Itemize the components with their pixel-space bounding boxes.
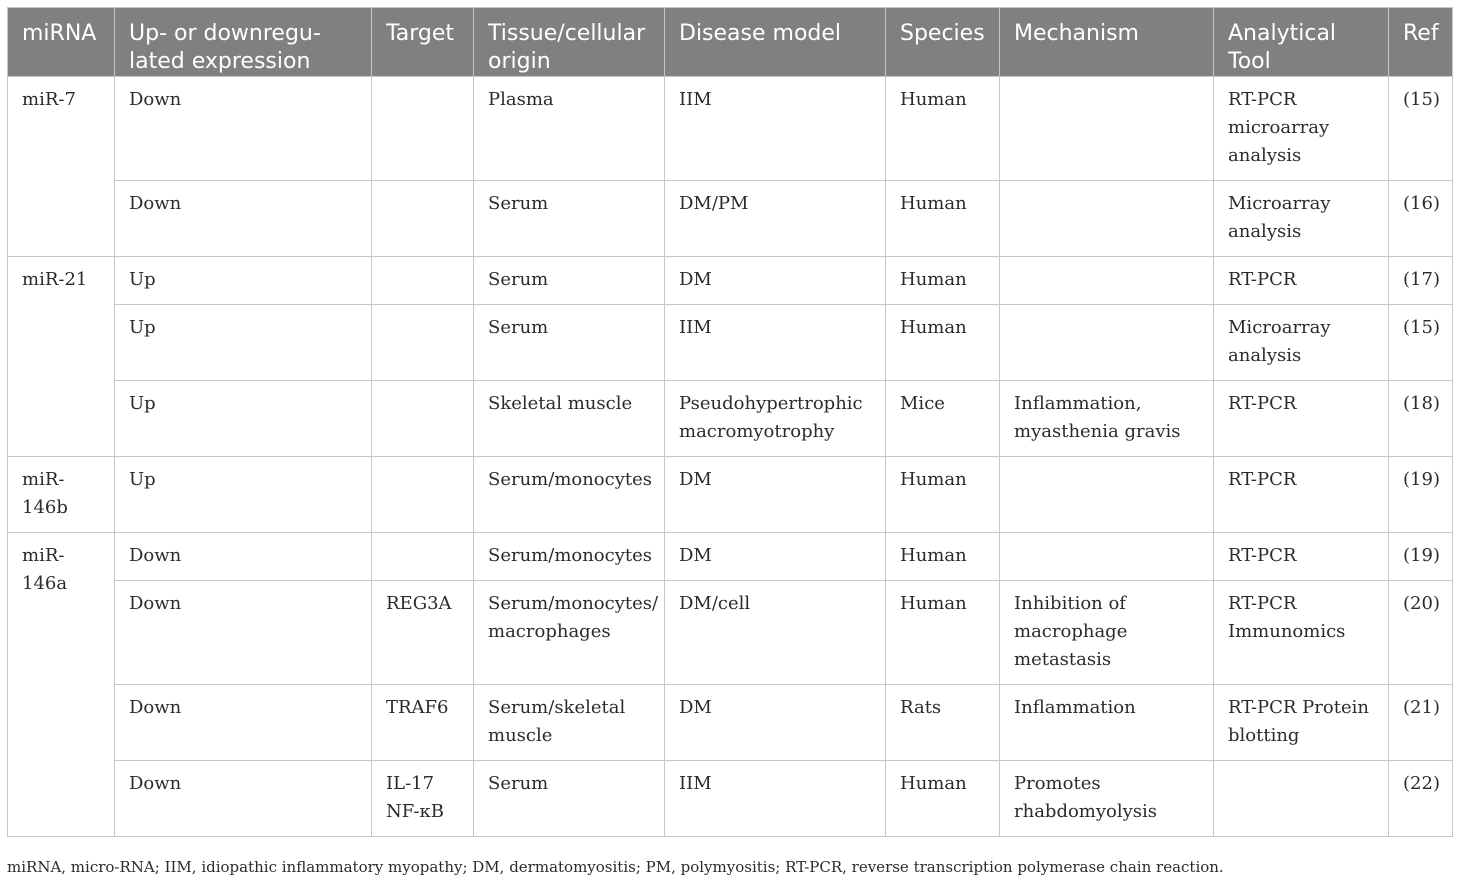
cell-mechanism [1000, 181, 1214, 257]
table-row [8, 257, 1453, 305]
cell-tissue: Serum [474, 761, 665, 837]
cell-tool: RT-PCR [1214, 381, 1389, 457]
cell-species: Human [886, 761, 1000, 837]
cell-ref: (20) [1389, 581, 1453, 685]
cell-disease: DM [665, 457, 886, 533]
table-row [8, 77, 1453, 181]
cell-expression: Down [115, 761, 372, 837]
cell-tissue: Serum/skeletal muscle [474, 685, 665, 761]
cell-disease: IIM [665, 761, 886, 837]
cell-target [372, 305, 474, 381]
reference-link[interactable]: 21 [1410, 697, 1433, 718]
table-row [8, 181, 1453, 257]
cell-tissue: Skeletal muscle [474, 381, 665, 457]
cell-mechanism [1000, 77, 1214, 181]
cell-mirna: miR-146a [8, 533, 115, 837]
cell-species: Human [886, 181, 1000, 257]
cell-ref: (17) [1389, 257, 1453, 305]
cell-ref: (16) [1389, 181, 1453, 257]
cell-expression: Down [115, 533, 372, 581]
cell-species: Human [886, 457, 1000, 533]
cell-ref: (15) [1389, 77, 1453, 181]
cell-tool: RT-PCR Immunomics [1214, 581, 1389, 685]
cell-disease: DM/PM [665, 181, 886, 257]
cell-disease: DM [665, 685, 886, 761]
cell-expression: Down [115, 77, 372, 181]
cell-ref: (19) [1389, 533, 1453, 581]
cell-target: REG3A [372, 581, 474, 685]
reference-link[interactable]: 17 [1410, 269, 1433, 290]
reference-link[interactable]: 16 [1410, 193, 1433, 214]
cell-target [372, 181, 474, 257]
table-row [8, 533, 1453, 581]
cell-tissue: Serum/monocytes [474, 533, 665, 581]
cell-target: IL-17 NF-κB [372, 761, 474, 837]
header-tool: Analytical Tool [1214, 8, 1389, 77]
table-row [8, 305, 1453, 381]
cell-species: Human [886, 77, 1000, 181]
cell-mechanism [1000, 305, 1214, 381]
cell-tissue: Plasma [474, 77, 665, 181]
cell-ref: (21) [1389, 685, 1453, 761]
cell-disease: IIM [665, 305, 886, 381]
cell-tissue: Serum/monocytes [474, 457, 665, 533]
cell-tissue: Serum [474, 181, 665, 257]
cell-expression: Down [115, 581, 372, 685]
cell-mechanism: Promotes rhabdomyolysis [1000, 761, 1214, 837]
cell-mechanism [1000, 257, 1214, 305]
cell-target [372, 77, 474, 181]
header-mirna: miRNA [8, 8, 115, 77]
reference-link[interactable]: 15 [1410, 317, 1433, 338]
table-row [8, 685, 1453, 761]
header-disease: Disease model [665, 8, 886, 77]
cell-ref: (18) [1389, 381, 1453, 457]
cell-disease: DM [665, 533, 886, 581]
cell-tool: RT-PCR Protein blotting [1214, 685, 1389, 761]
cell-tool: Microarray analysis [1214, 305, 1389, 381]
header-row [8, 8, 1453, 77]
reference-link[interactable]: 19 [1410, 545, 1433, 566]
header-mechanism: Mechanism [1000, 8, 1214, 77]
cell-tissue: Serum/monocytes/ macrophages [474, 581, 665, 685]
footnote: miRNA, micro-RNA; IIM, idiopathic inflammatory myopathy; DM, dermatomyositis; PM, polymyositis; RT-PCR, reverse transcription polymerase chain reaction. [7, 858, 1224, 876]
cell-ref: (15) [1389, 305, 1453, 381]
cell-disease: IIM [665, 77, 886, 181]
cell-mechanism: Inflammation, myasthenia gravis [1000, 381, 1214, 457]
cell-target [372, 457, 474, 533]
cell-target [372, 257, 474, 305]
cell-tissue: Serum [474, 257, 665, 305]
reference-link[interactable]: 22 [1410, 773, 1433, 794]
cell-mirna: miR-7 [8, 77, 115, 257]
cell-mechanism [1000, 533, 1214, 581]
cell-mechanism [1000, 457, 1214, 533]
cell-disease: DM [665, 257, 886, 305]
cell-disease: DM/cell [665, 581, 886, 685]
reference-link[interactable]: 15 [1410, 89, 1433, 110]
cell-tool: RT-PCR [1214, 257, 1389, 305]
cell-ref: (22) [1389, 761, 1453, 837]
reference-link[interactable]: 20 [1410, 593, 1433, 614]
cell-target [372, 381, 474, 457]
cell-tool: RT-PCR [1214, 457, 1389, 533]
cell-mirna: miR-21 [8, 257, 115, 457]
header-target: Target [372, 8, 474, 77]
cell-species: Rats [886, 685, 1000, 761]
reference-link[interactable]: 19 [1410, 469, 1433, 490]
cell-tool: Microarray analysis [1214, 181, 1389, 257]
table-row [8, 581, 1453, 685]
cell-species: Human [886, 257, 1000, 305]
cell-species: Mice [886, 381, 1000, 457]
cell-tool: RT-PCR [1214, 533, 1389, 581]
cell-tool: RT-PCR microarray analysis [1214, 77, 1389, 181]
cell-mechanism: Inflammation [1000, 685, 1214, 761]
cell-mirna: miR-146b [8, 457, 115, 533]
table-row [8, 381, 1453, 457]
cell-expression: Down [115, 685, 372, 761]
cell-disease: Pseudohypertrophic macromyotrophy [665, 381, 886, 457]
cell-expression: Up [115, 381, 372, 457]
cell-expression: Down [115, 181, 372, 257]
header-expression: Up- or downregu-lated expression [115, 8, 372, 77]
cell-target [372, 533, 474, 581]
cell-expression: Up [115, 457, 372, 533]
cell-ref: (19) [1389, 457, 1453, 533]
cell-species: Human [886, 581, 1000, 685]
cell-expression: Up [115, 305, 372, 381]
cell-tissue: Serum [474, 305, 665, 381]
table-row [8, 761, 1453, 837]
reference-link[interactable]: 18 [1410, 393, 1433, 414]
cell-expression: Up [115, 257, 372, 305]
cell-target: TRAF6 [372, 685, 474, 761]
header-ref: Ref [1389, 8, 1453, 77]
cell-species: Human [886, 305, 1000, 381]
cell-tool [1214, 761, 1389, 837]
mirna-table [7, 7, 1453, 837]
cell-species: Human [886, 533, 1000, 581]
header-tissue: Tissue/cellular origin [474, 8, 665, 77]
table-row [8, 457, 1453, 533]
header-species: Species [886, 8, 1000, 77]
cell-mechanism: Inhibition of macrophage metastasis [1000, 581, 1214, 685]
